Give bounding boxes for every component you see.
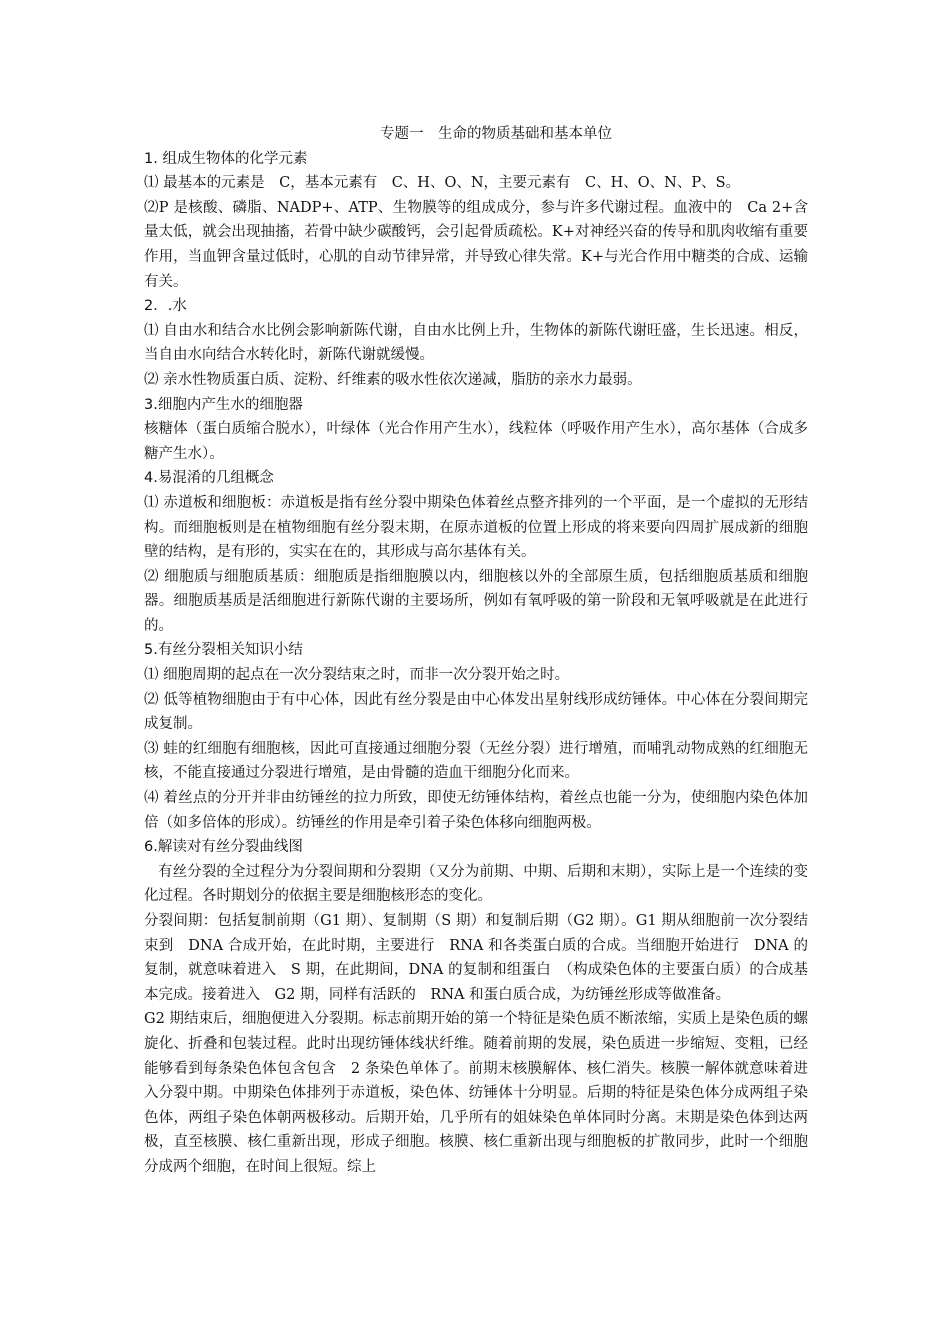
paragraph: ⑴ 最基本的元素是 C，基本元素有 C、H、O、N，主要元素有 C、H、O、N、P、S。 [144, 175, 741, 192]
paragraph: 核糖体（蛋白质缩合脱水），叶绿体（光合作用产生水），线粒体（呼吸作用产生水），高尔基体（合成多糖产生水）。 [144, 421, 808, 462]
section-heading-1: 1. 组成生物体的化学元素 [144, 150, 308, 167]
section-heading-3: 3.细胞内产生水的细胞器 [144, 396, 303, 413]
paragraph: ⑵ 细胞质与细胞质基质：细胞质是指细胞膜以内，细胞核以外的全部原生质，包括细胞质基质和细胞器。细胞质基质是活细胞进行新陈代谢的主要场所，例如有氧呼吸的第一阶段和无氧呼吸就是在此进行的。 [144, 568, 808, 634]
paragraph: 有丝分裂的全过程分为分裂间期和分裂期（又分为前期、中期、后期和末期），实际上是一个连续的变化过程。各时期划分的依据主要是细胞核形态的变化。 [144, 863, 808, 905]
paragraph: ⑵ 低等植物细胞由于有中心体，因此有丝分裂是由中心体发出星射线形成纺锤体。中心体在分裂间期完成复制。 [144, 691, 808, 733]
section-heading-5: 5.有丝分裂相关知识小结 [144, 642, 303, 659]
section-heading-6: 6.解读对有丝分裂曲线图 [144, 839, 303, 856]
paragraph: ⑶ 蛙的红细胞有细胞核，因此可直接通过细胞分裂（无丝分裂）进行增殖，而哺乳动物成熟的红细胞无核，不能直接通过分裂进行增殖，是由骨髓的造血干细胞分化而来。 [144, 740, 808, 782]
document-title: 专题一 生命的物质基础和基本单位 [380, 126, 612, 142]
section-heading-4: 4.易混淆的几组概念 [144, 470, 274, 487]
paragraph: ⑴ 细胞周期的起点在一次分裂结束之时，而非一次分裂开始之时。 [144, 667, 570, 684]
document-body [144, 122, 808, 1180]
paragraph: ⑴ 赤道板和细胞板：赤道板是指有丝分裂中期染色体着丝点整齐排列的一个平面，是一个虚拟的无形结构。而细胞板则是在植物细胞有丝分裂末期，在原赤道板的位置上形成的将来要向四周扩展成新的细胞壁的结构，是有形的，实实在在的，其形成与高尔基体有关。 [144, 494, 808, 561]
paragraph: 分裂间期：包括复制前期（G1 期）、复制期（S 期）和复制后期（G2 期）。G1 期从细胞前一次分裂结束到 DNA 合成开始，在此时期，主要进行 RNA 和各类蛋白质的合成。当细胞开始进行 DNA 的复制，就意味着进入 S 期，在此期间，DNA 的复制和组蛋白 （构成染色体的主要蛋白质）的合成基本完成。接着进入 G2 期，同样有活跃的 RNA 和蛋白质合成，为纺锤丝形成等做准备。 [144, 913, 808, 1003]
paragraph: G2 期结束后，细胞便进入分裂期。标志前期开始的第一个特征是染色质不断浓缩，实质上是染色质的螺旋化、折叠和包装过程。此时出现纺锤体线状纤维。随着前期的发展，染色质进一步缩短、变粗，已经能够看到每条染色体包含包含 2 条染色单体了。前期末核膜解体、核仁消失。核膜一解体就意味着进入分裂中期。中期染色体排列于赤道板，染色体、纺锤体十分明显。后期的特征是染色体分成两组子染色体，两组子染色体朝两极移动。后期开始，几乎所有的姐妹染色单体同时分离。末期是染色体到达两极，直至核膜、核仁重新出现，形成子细胞。核膜、核仁重新出现与细胞板的扩散同步，此时一个细胞分成两个细胞，在时间上很短。综上 [144, 1011, 808, 1175]
paragraph: ⑵P 是核酸、磷脂、NADP+、ATP、生物膜等的组成成分，参与许多代谢过程。血液中的 Ca 2+含量太低，就会出现抽搐，若骨中缺少碳酸钙，会引起骨质疏松。K+对神经兴奋的传导和肌肉收缩有重要作用，当血钾含量过低时，心肌的自动节律异常，并导致心律失常。K+与光合作用中糖类的合成、运输有关。 [144, 199, 808, 290]
paragraph: ⑴ 自由水和结合水比例会影响新陈代谢，自由水比例上升，生物体的新陈代谢旺盛，生长迅速。相反，当自由水向结合水转化时，新陈代谢就缓慢。 [144, 322, 808, 364]
section-heading-2: 2．.水 [144, 298, 187, 315]
paragraph: ⑷ 着丝点的分开并非由纺锤丝的拉力所致，即使无纺锤体结构，着丝点也能一分为，使细胞内染色体加倍（如多倍体的形成）。纺锤丝的作用是牵引着子染色体移向细胞两极。 [144, 790, 808, 831]
paragraph: ⑵ 亲水性物质蛋白质、淀粉、纤维素的吸水性依次递减，脂肪的亲水力最弱。 [144, 371, 642, 388]
